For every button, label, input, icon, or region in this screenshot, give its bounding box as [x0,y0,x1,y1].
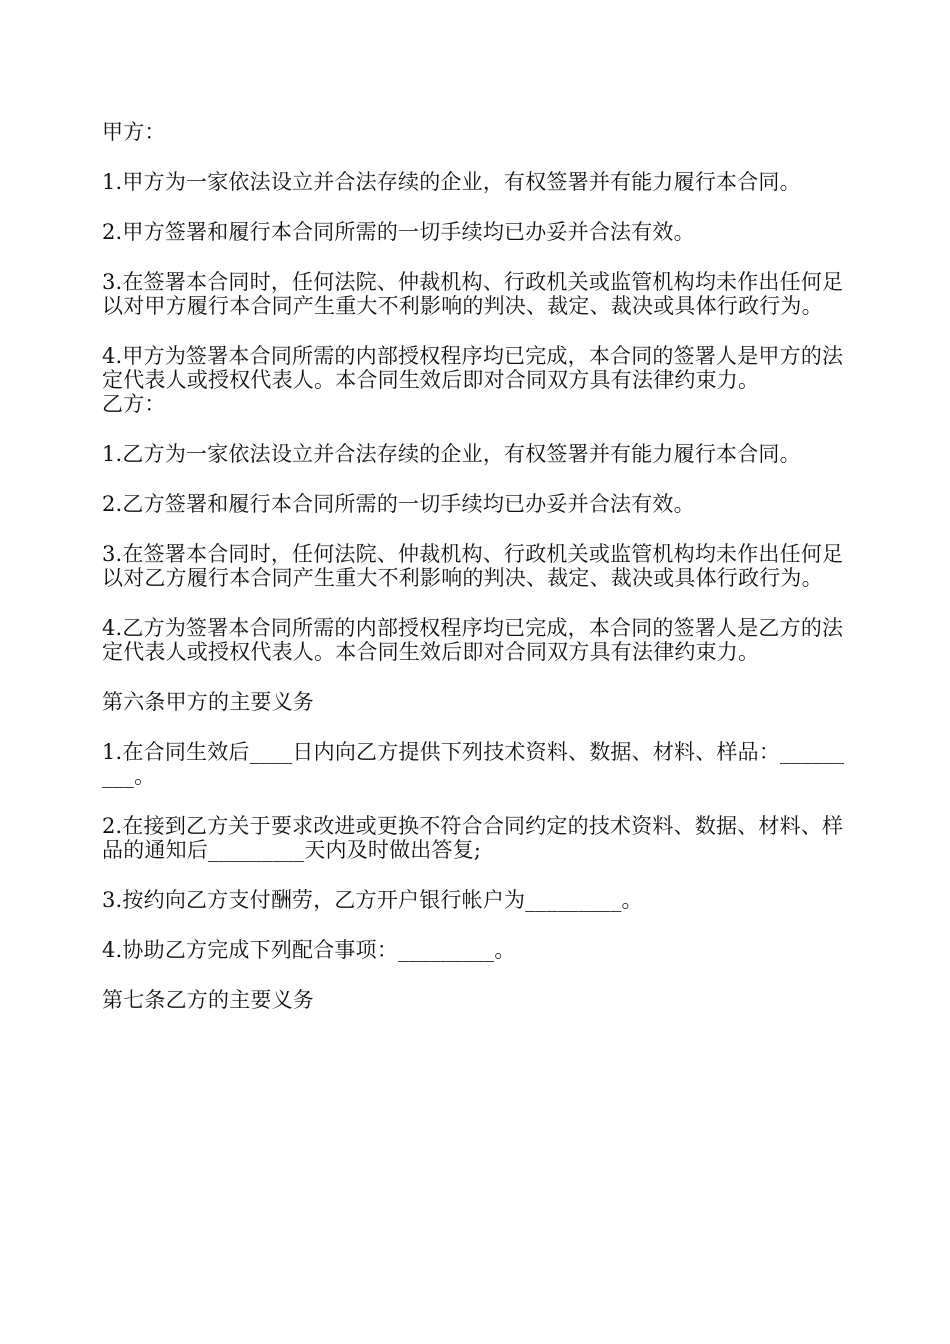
party-a-clause-1: 1.甲方为一家依法设立并合法存续的企业，有权签署并有能力履行本合同。 [102,170,801,194]
party-b-clause-3: 3.在签署本合同时，任何法院、仲裁机构、行政机关或监管机构均未作出任何足以对乙方履行本合同产生重大不利影响的判决、裁定、裁决或具体行政行为。 [102,542,844,590]
article-6-heading: 第六条甲方的主要义务 [102,690,314,714]
article-6-item-1: 1.在合同生效后____日内向乙方提供下列技术资料、数据、材料、样品：_________。 [102,740,845,788]
article-7-heading: 第七条乙方的主要义务 [102,988,314,1012]
party-b-clause-4: 4.乙方为签署本合同所需的内部授权程序均已完成，本合同的签署人是乙方的法定代表人或授权代表人。本合同生效后即对合同双方具有法律约束力。 [102,616,844,664]
party-b-clause-2: 2.乙方签署和履行本合同所需的一切手续均已办妥并合法有效。 [102,492,695,516]
party-a-clause-3: 3.在签署本合同时，任何法院、仲裁机构、行政机关或监管机构均未作出任何足以对甲方履行本合同产生重大不利影响的判决、裁定、裁决或具体行政行为。 [102,270,844,318]
article-6-item-2: 2.在接到乙方关于要求改进或更换不符合合同约定的技术资料、数据、材料、样品的通知后_________天内及时做出答复; [102,814,844,862]
party-a-clause-2: 2.甲方签署和履行本合同所需的一切手续均已办妥并合法有效。 [102,220,695,244]
article-6-item-3: 3.按约向乙方支付酬劳，乙方开户银行帐户为_________。 [102,888,643,912]
party-a-clause-4: 4.甲方为签署本合同所需的内部授权程序均已完成，本合同的签署人是甲方的法定代表人或授权代表人。本合同生效后即对合同双方具有法律约束力。 [102,344,844,392]
article-6-item-4: 4.协助乙方完成下列配合事项：_________。 [102,938,516,962]
party-b-clause-1: 1.乙方为一家依法设立并合法存续的企业，有权签署并有能力履行本合同。 [102,442,801,466]
document-body [102,120,852,1038]
party-b-heading: 乙方： [102,392,166,416]
party-a-heading: 甲方： [102,120,166,144]
